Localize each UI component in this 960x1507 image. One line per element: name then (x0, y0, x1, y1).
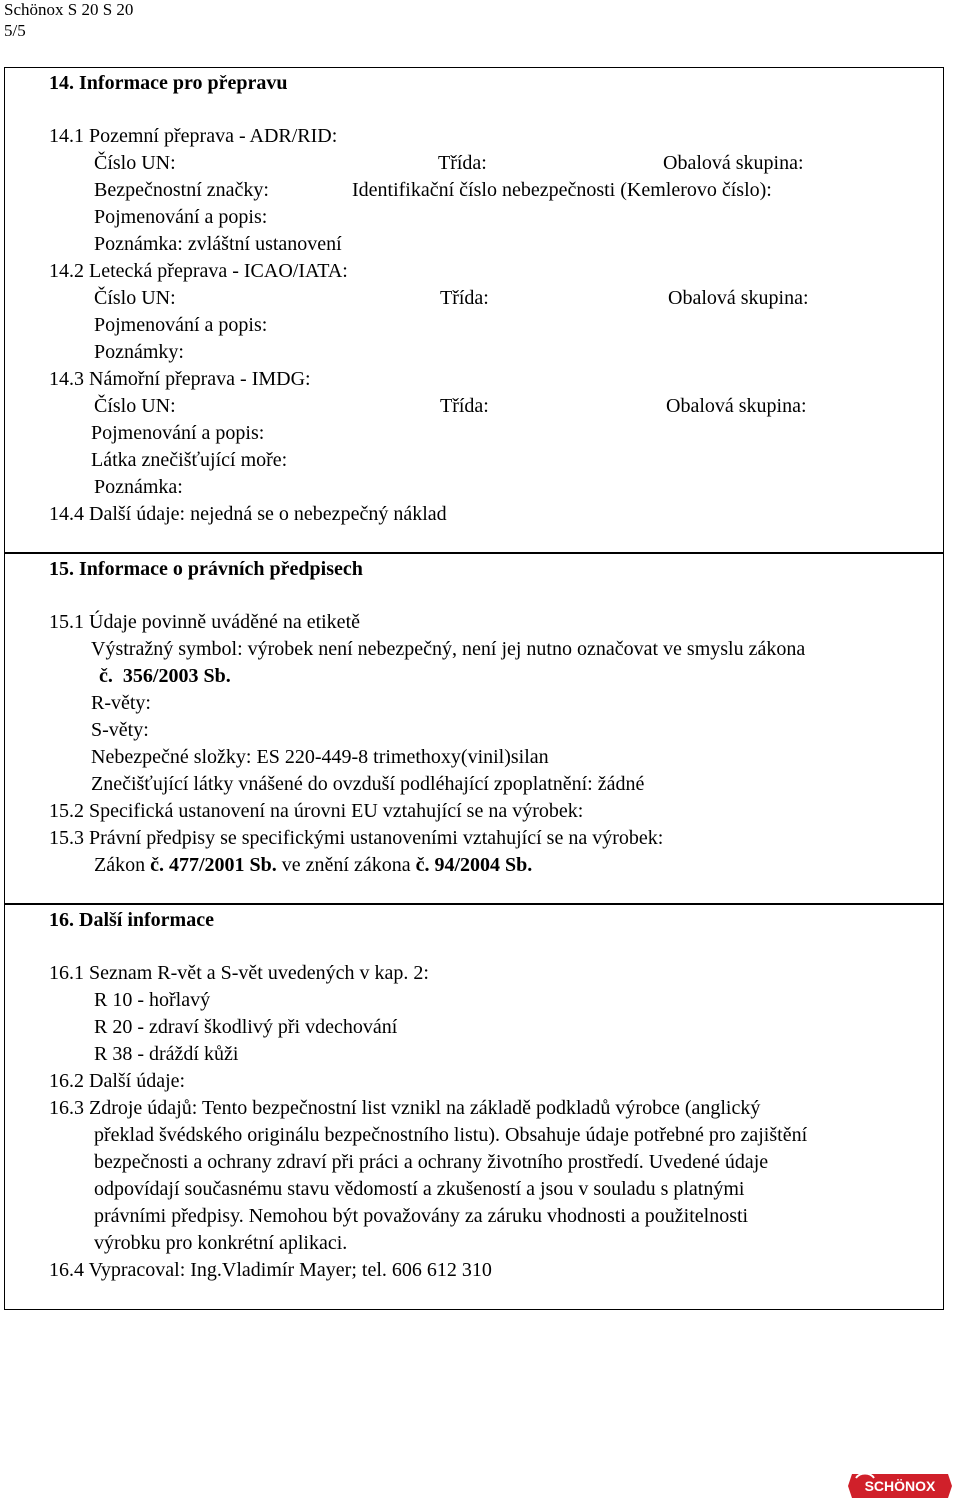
law-citation-c: ve znění zákona (276, 854, 416, 876)
imdg-note: Poznámka: (94, 476, 183, 498)
section-16-heading: 16. Další informace (49, 909, 214, 931)
warning-symbol: Výstražný symbol: výrobek není nebezpečný, není jej nutno označovat ve smyslu zákona (91, 638, 806, 660)
imdg-un: Číslo UN: (94, 395, 176, 417)
law-citation-a: Zákon (94, 854, 151, 876)
logo-text: SCHÖNOX (864, 1478, 936, 1494)
adr-note: Poznámka: zvláštní ustanovení (94, 233, 342, 255)
adr-marks: Bezpečnostní značky: (94, 179, 269, 201)
prepared-by: 16.4 Vypracoval: Ing.Vladimír Mayer; tel. 606 612 310 (49, 1259, 492, 1281)
adr-packing-group: Obalová skupina: (663, 152, 804, 174)
air-pollutants: Znečišťující látky vnášené do ovzduší podléhající zpoplatnění: žádné (91, 773, 645, 795)
adr-class: Třída: (438, 152, 487, 174)
label-info: 15.1 Údaje povinně uváděné na etiketě (49, 611, 360, 633)
imdg-title: 14.3 Námořní přeprava - IMDG: (49, 368, 311, 390)
r10-phrase: R 10 - hořlavý (94, 989, 211, 1011)
icao-note: Poznámky: (94, 341, 184, 363)
law-prefix: č. (99, 665, 113, 687)
data-sources-line6: výrobku pro konkrétní aplikaci. (94, 1232, 348, 1254)
adr-un: Číslo UN: (94, 152, 176, 174)
imdg-packing-group: Obalová skupina: (666, 395, 807, 417)
law-citation (94, 853, 532, 877)
legal-regulations: 15.3 Právní předpisy se specifickými ustanoveními vztahující se na výrobek: (49, 827, 664, 849)
icao-packing-group: Obalová skupina: (668, 287, 809, 309)
schonox-logo (846, 1470, 954, 1502)
law-citation-b: č. 477/2001 Sb. (150, 854, 277, 876)
law-reference (99, 664, 231, 688)
imdg-pollutant: Látka znečišťující moře: (91, 449, 288, 471)
icao-name: Pojmenování a popis: (94, 314, 268, 336)
document-title: Schönox S 20 S 20 (4, 0, 134, 19)
other-info: 14.4 Další údaje: nejedná se o nebezpečný náklad (49, 503, 447, 525)
icao-class: Třída: (440, 287, 489, 309)
adr-title: 14.1 Pozemní přeprava - ADR/RID: (49, 125, 338, 147)
r38-phrase: R 38 - dráždí kůži (94, 1043, 239, 1065)
law-number: 356/2003 Sb. (122, 665, 231, 687)
eu-provisions: 15.2 Specifická ustanovení na úrovni EU vztahující se na výrobek: (49, 800, 584, 822)
data-sources-line4: odpovídají současnému stavu vědomostí a zkušeností a jsou v souladu s platnými (94, 1178, 745, 1200)
r20-phrase: R 20 - zdraví škodlivý při vdechování (94, 1016, 398, 1038)
data-sources-line5: právními předpisy. Nemohou být považovány za záruku vhodnosti a použitelnosti (94, 1205, 749, 1227)
s-phrases: S-věty: (91, 719, 149, 741)
adr-kemler: Identifikační číslo nebezpečnosti (Kemlerovo číslo): (352, 179, 772, 201)
r-s-list-title: 16.1 Seznam R-vět a S-vět uvedených v kap. 2: (49, 962, 429, 984)
section-14-heading: 14. Informace pro přepravu (49, 72, 288, 94)
data-sources-line1: 16.3 Zdroje údajů: Tento bezpečnostní list vznikl na základě podkladů výrobce (anglický (49, 1097, 761, 1119)
adr-name: Pojmenování a popis: (94, 206, 268, 228)
imdg-class: Třída: (440, 395, 489, 417)
data-sources-line3: bezpečnosti a ochrany zdraví při práci a ochrany životního prostředí. Uvedené údaje (94, 1151, 769, 1173)
law-citation-d: č. 94/2004 Sb. (415, 854, 533, 876)
icao-un: Číslo UN: (94, 287, 176, 309)
r-phrases: R-věty: (91, 692, 151, 714)
imdg-name: Pojmenování a popis: (91, 422, 265, 444)
section-15-heading: 15. Informace o právních předpisech (49, 558, 363, 580)
icao-title: 14.2 Letecká přeprava - ICAO/IATA: (49, 260, 348, 282)
data-sources-line2: překlad švédského originálu bezpečnostního listu). Obsahuje údaje potřebné pro zajištění (94, 1124, 808, 1146)
hazardous-components: Nebezpečné složky: ES 220-449-8 trimethoxy(vinil)silan (91, 746, 549, 768)
page-number: 5/5 (4, 21, 26, 40)
other-data: 16.2 Další údaje: (49, 1070, 186, 1092)
